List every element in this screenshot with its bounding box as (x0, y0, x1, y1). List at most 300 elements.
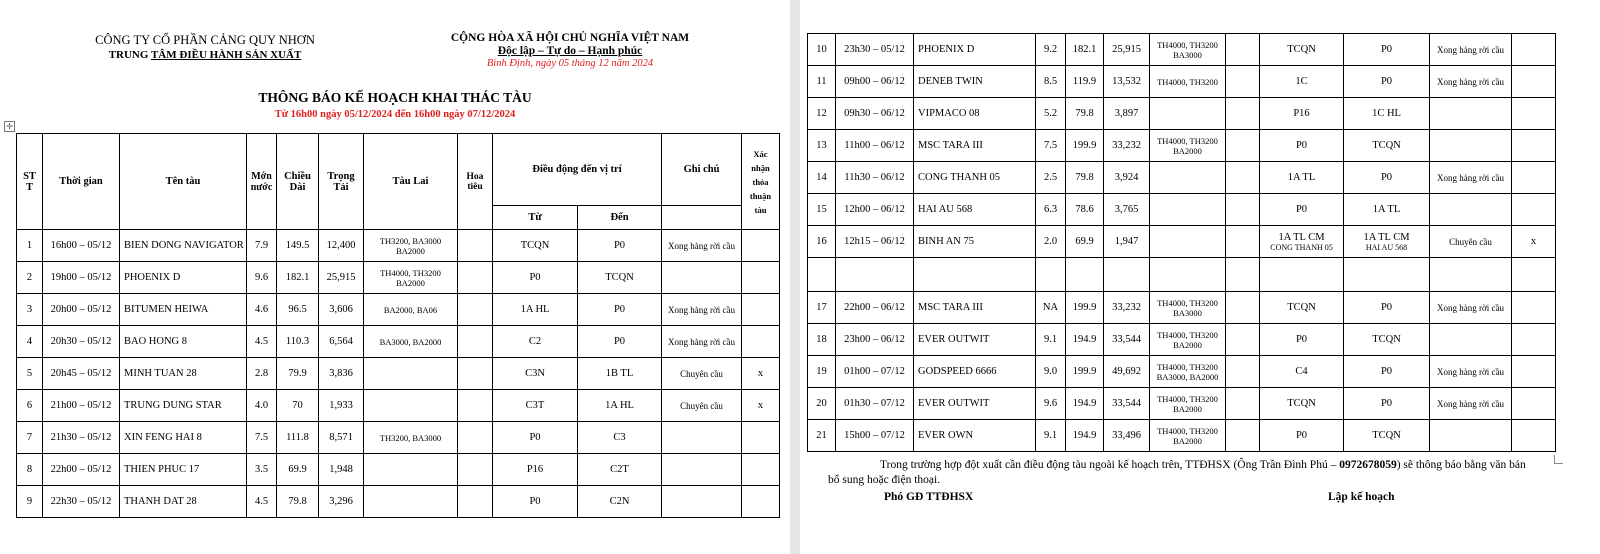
company-name: CÔNG TY CỔ PHẦN CẢNG QUY NHƠN (95, 33, 315, 47)
empty-cell (1430, 258, 1512, 292)
row-to: P0 (578, 230, 662, 262)
row-from: TCQN (1260, 34, 1344, 66)
row-draft: 3.5 (247, 454, 277, 486)
row-draft: 7.5 (1036, 130, 1066, 162)
row-confirm (1512, 356, 1556, 388)
row-tonnage: 13,532 (1104, 66, 1150, 98)
row-time: 20h30 – 05/12 (43, 326, 120, 358)
row-tonnage: 33,496 (1104, 420, 1150, 452)
table-row (17, 454, 780, 486)
row-tonnage: 33,232 (1104, 292, 1150, 324)
row-length: 194.9 (1066, 420, 1104, 452)
row-time: 09h00 – 06/12 (836, 66, 914, 98)
national-header (420, 32, 720, 69)
row-tug: BA2000, BA06 (364, 294, 458, 326)
row-stt: 16 (808, 226, 836, 258)
row-to: TCQN (1344, 420, 1430, 452)
row-pilot (458, 390, 493, 422)
row-draft: 2.0 (1036, 226, 1066, 258)
page-subtitle: Từ 16h00 ngày 05/12/2024 đến 16h00 ngày 07/12/2024 (274, 109, 516, 120)
row-pilot (1226, 98, 1260, 130)
row-stt: 10 (808, 34, 836, 66)
row-draft: 9.0 (1036, 356, 1066, 388)
national-motto: Độc lập – Tự do – Hạnh phúc (497, 45, 643, 57)
row-pilot (1226, 226, 1260, 258)
row-note (662, 454, 742, 486)
row-length: 78.6 (1066, 194, 1104, 226)
row-vessel-name: MSC TARA III (914, 130, 1036, 162)
table-row (808, 162, 1556, 194)
row-pilot (458, 326, 493, 358)
table-row (17, 326, 780, 358)
row-tonnage: 6,564 (319, 326, 364, 358)
row-stt: 7 (17, 422, 43, 454)
row-to: P0 (578, 326, 662, 358)
row-pilot (458, 422, 493, 454)
row-from: 1C (1260, 66, 1344, 98)
row-stt: 15 (808, 194, 836, 226)
footer-note: Trong trường hợp đột xuất cần điều động tàu ngoài kế hoạch trên, TTĐHSX (Ông Trần Đình Phú – 0972678059) sẽ thông báo bằng văn bản bổ sung hoặc điện thoại. (828, 459, 1526, 486)
table-row (17, 230, 780, 262)
row-tonnage: 3,296 (319, 486, 364, 518)
row-note: Xong hàng rời cầu (1430, 34, 1512, 66)
row-draft: 4.6 (247, 294, 277, 326)
row-stt: 17 (808, 292, 836, 324)
row-tug: TH4000, TH3200 BA2000 (364, 262, 458, 294)
row-pilot (1226, 292, 1260, 324)
row-time: 01h30 – 07/12 (836, 388, 914, 420)
row-time: 20h00 – 05/12 (43, 294, 120, 326)
row-tug: TH4000, TH3200 BA2000 (1150, 324, 1226, 356)
row-from: TCQN (1260, 388, 1344, 420)
table-row (808, 98, 1556, 130)
row-vessel-name: EVER OUTWIT (914, 324, 1036, 356)
row-tonnage: 1,948 (319, 454, 364, 486)
row-time: 23h00 – 06/12 (836, 324, 914, 356)
row-vessel-name: MSC TARA III (914, 292, 1036, 324)
row-to: 1B TL (578, 358, 662, 390)
row-stt: 3 (17, 294, 43, 326)
table-row (808, 66, 1556, 98)
row-confirm (1512, 162, 1556, 194)
row-draft: 7.5 (247, 422, 277, 454)
row-length: 111.8 (277, 422, 319, 454)
row-to: C3 (578, 422, 662, 454)
row-confirm: x (1512, 226, 1556, 258)
row-pilot (1226, 420, 1260, 452)
table-row (808, 388, 1556, 420)
signature-deputy-director: Phó GĐ TTĐHSX (884, 491, 974, 503)
row-note (662, 262, 742, 294)
row-from: TCQN (493, 230, 578, 262)
row-confirm (742, 422, 780, 454)
row-time: 11h00 – 06/12 (836, 130, 914, 162)
row-draft: 6.3 (1036, 194, 1066, 226)
table-row (808, 226, 1556, 258)
row-draft: NA (1036, 292, 1066, 324)
row-tug (1150, 98, 1226, 130)
empty-cell (1036, 258, 1066, 292)
row-to: P0 (1344, 34, 1430, 66)
row-from: P0 (493, 262, 578, 294)
row-vessel-name: PHOENIX D (914, 34, 1036, 66)
header-stt: ST T (17, 134, 43, 230)
row-confirm (742, 230, 780, 262)
table-row (808, 130, 1556, 162)
table-row (17, 294, 780, 326)
row-time: 12h00 – 06/12 (836, 194, 914, 226)
row-time: 22h00 – 05/12 (43, 454, 120, 486)
row-length: 199.9 (1066, 130, 1104, 162)
row-tonnage: 25,915 (319, 262, 364, 294)
table-row (808, 194, 1556, 226)
row-note: Chuyên cầu (662, 390, 742, 422)
row-pilot (458, 294, 493, 326)
row-tug: TH3200, BA3000 (364, 422, 458, 454)
department-name: TRUNG TÂM ĐIỀU HÀNH SẢN XUẤT (108, 49, 302, 61)
row-to: P0 (1344, 292, 1430, 324)
row-time: 22h30 – 05/12 (43, 486, 120, 518)
row-pilot (458, 230, 493, 262)
table-move-handle-icon[interactable]: ✛ (4, 121, 15, 132)
row-vessel-name: BINH AN 75 (914, 226, 1036, 258)
row-vessel-name: DENEB TWIN (914, 66, 1036, 98)
row-tug: TH4000, TH3200 BA3000 (1150, 292, 1226, 324)
row-draft: 4.5 (247, 486, 277, 518)
row-pilot (458, 486, 493, 518)
row-length: 79.8 (1066, 162, 1104, 194)
row-tug: TH4000, TH3200 BA2000 (1150, 130, 1226, 162)
row-pilot (1226, 130, 1260, 162)
row-vessel-name: CONG THANH 05 (914, 162, 1036, 194)
row-to: 1A TL (1344, 194, 1430, 226)
empty-cell (1150, 258, 1226, 292)
table-row (808, 420, 1556, 452)
row-length: 199.9 (1066, 292, 1104, 324)
contact-phone: 0972678059 (1339, 459, 1397, 471)
row-vessel-name: HAI AU 568 (914, 194, 1036, 226)
header-to: Đến (578, 206, 662, 230)
row-tug (364, 454, 458, 486)
row-pilot (1226, 356, 1260, 388)
table-row (17, 390, 780, 422)
row-confirm (1512, 388, 1556, 420)
table-row (808, 324, 1556, 356)
row-stt: 20 (808, 388, 836, 420)
row-from: P0 (1260, 194, 1344, 226)
row-confirm (1512, 420, 1556, 452)
row-stt: 12 (808, 98, 836, 130)
table-row (17, 358, 780, 390)
row-from: P0 (493, 422, 578, 454)
row-draft: 4.0 (247, 390, 277, 422)
row-draft: 2.5 (1036, 162, 1066, 194)
table-row (17, 262, 780, 294)
row-to: P0 (1344, 356, 1430, 388)
header-confirm: Xác nhận thỏa thuận tàu (742, 134, 780, 230)
row-vessel-name: BITUMEN HEIWA (120, 294, 247, 326)
row-confirm (742, 262, 780, 294)
row-to: P0 (1344, 388, 1430, 420)
row-to: 1C HL (1344, 98, 1430, 130)
row-from: 1A TL (1260, 162, 1344, 194)
row-stt: 18 (808, 324, 836, 356)
header-length: Chiều Dài (277, 134, 319, 230)
row-confirm (1512, 324, 1556, 356)
row-to: P0 (1344, 162, 1430, 194)
row-tug (1150, 162, 1226, 194)
row-from: P0 (1260, 420, 1344, 452)
row-note: Chuyên cầu (662, 358, 742, 390)
row-tonnage: 3,836 (319, 358, 364, 390)
row-tug (1150, 194, 1226, 226)
table-row (17, 486, 780, 518)
row-vessel-name: THANH DAT 28 (120, 486, 247, 518)
row-stt: 8 (17, 454, 43, 486)
row-tug: TH4000, TH3200 BA3000 (1150, 34, 1226, 66)
row-to: TCQN (1344, 324, 1430, 356)
row-pilot (1226, 34, 1260, 66)
row-pilot (1226, 324, 1260, 356)
header-tonnage: Trọng Tải (319, 134, 364, 230)
row-draft: 2.8 (247, 358, 277, 390)
row-note (1430, 130, 1512, 162)
row-length: 69.9 (277, 454, 319, 486)
row-time: 19h00 – 05/12 (43, 262, 120, 294)
table-row (808, 34, 1556, 66)
row-from: P0 (493, 486, 578, 518)
row-length: 79.8 (277, 486, 319, 518)
row-tug: BA3000, BA2000 (364, 326, 458, 358)
row-time: 21h30 – 05/12 (43, 422, 120, 454)
row-pilot (1226, 66, 1260, 98)
row-tonnage: 33,544 (1104, 388, 1150, 420)
row-confirm (1512, 66, 1556, 98)
row-note (1430, 420, 1512, 452)
row-stt: 21 (808, 420, 836, 452)
row-vessel-name: THIEN PHUC 17 (120, 454, 247, 486)
row-to: 1A TL CM HAI AU 568 (1344, 226, 1430, 258)
table-row (17, 422, 780, 454)
row-length: 199.9 (1066, 356, 1104, 388)
row-pilot (1226, 194, 1260, 226)
row-confirm (742, 294, 780, 326)
row-tonnage: 3,765 (1104, 194, 1150, 226)
row-from: P16 (493, 454, 578, 486)
page-title: THÔNG BÁO KẾ HOẠCH KHAI THÁC TÀU (258, 90, 532, 105)
row-time: 21h00 – 05/12 (43, 390, 120, 422)
row-note: Xong hàng rời cầu (1430, 356, 1512, 388)
table-spacer-row (808, 258, 1556, 292)
row-from: C3N (493, 358, 578, 390)
row-pilot (458, 454, 493, 486)
row-draft: 9.1 (1036, 324, 1066, 356)
row-tug: TH4000, TH3200 BA3000, BA2000 (1150, 356, 1226, 388)
empty-cell (1344, 258, 1430, 292)
document-page-1 (0, 0, 790, 554)
row-draft: 8.5 (1036, 66, 1066, 98)
row-from: P16 (1260, 98, 1344, 130)
row-note: Xong hàng rời cầu (1430, 162, 1512, 194)
row-to: C2T (578, 454, 662, 486)
empty-cell (1066, 258, 1104, 292)
row-vessel-name: VIPMACO 08 (914, 98, 1036, 130)
row-length: 182.1 (1066, 34, 1104, 66)
row-time: 22h00 – 06/12 (836, 292, 914, 324)
row-from: 1A HL (493, 294, 578, 326)
empty-cell (1512, 258, 1556, 292)
row-length: 79.8 (1066, 98, 1104, 130)
row-length: 79.9 (277, 358, 319, 390)
row-confirm: x (742, 390, 780, 422)
row-stt: 5 (17, 358, 43, 390)
row-stt: 13 (808, 130, 836, 162)
row-tug: TH3200, BA3000 BA2000 (364, 230, 458, 262)
row-to: P0 (578, 294, 662, 326)
row-tonnage: 49,692 (1104, 356, 1150, 388)
row-stt: 2 (17, 262, 43, 294)
nation-name: CỘNG HÒA XÃ HỘI CHỦ NGHĨA VIỆT NAM (450, 32, 690, 44)
row-stt: 19 (808, 356, 836, 388)
row-tonnage: 1,933 (319, 390, 364, 422)
row-draft: 9.6 (1036, 388, 1066, 420)
row-tug (364, 358, 458, 390)
row-confirm (1512, 194, 1556, 226)
header-tug: Tàu Lai (364, 134, 458, 230)
row-confirm (1512, 34, 1556, 66)
row-from: C3T (493, 390, 578, 422)
header-draft: Mớn nước (247, 134, 277, 230)
table-row (808, 356, 1556, 388)
row-vessel-name: EVER OUTWIT (914, 388, 1036, 420)
row-time: 16h00 – 05/12 (43, 230, 120, 262)
page-corner-mark (1554, 455, 1563, 464)
row-stt: 4 (17, 326, 43, 358)
row-note: Xong hàng rời cầu (662, 230, 742, 262)
header-move: Điều động đến vị trí (493, 134, 662, 206)
row-note: Xong hàng rời cầu (1430, 292, 1512, 324)
schedule-table-page-2 (807, 33, 1556, 452)
header-note-blank (662, 206, 742, 230)
row-tug: TH4000, TH3200 BA2000 (1150, 388, 1226, 420)
row-confirm (742, 326, 780, 358)
row-tonnage: 3,897 (1104, 98, 1150, 130)
row-pilot (458, 262, 493, 294)
row-tonnage: 8,571 (319, 422, 364, 454)
row-length: 96.5 (277, 294, 319, 326)
row-length: 70 (277, 390, 319, 422)
row-draft: 9.1 (1036, 420, 1066, 452)
row-vessel-name: BIEN DONG NAVIGATOR (120, 230, 247, 262)
row-time: 23h30 – 05/12 (836, 34, 914, 66)
row-tonnage: 1,947 (1104, 226, 1150, 258)
row-length: 182.1 (277, 262, 319, 294)
row-confirm (1512, 130, 1556, 162)
row-time: 01h00 – 07/12 (836, 356, 914, 388)
row-draft: 5.2 (1036, 98, 1066, 130)
row-note: Chuyên cầu (1430, 226, 1512, 258)
empty-cell (1226, 258, 1260, 292)
row-tonnage: 33,544 (1104, 324, 1150, 356)
company-header (40, 33, 370, 61)
row-confirm (1512, 98, 1556, 130)
row-vessel-name: GODSPEED 6666 (914, 356, 1036, 388)
row-note: Xong hàng rời cầu (662, 326, 742, 358)
schedule-table-page-1 (16, 133, 780, 518)
row-note (1430, 324, 1512, 356)
header-from: Từ (493, 206, 578, 230)
row-stt: 11 (808, 66, 836, 98)
row-note: Xong hàng rời cầu (662, 294, 742, 326)
row-from: 1A TL CM CONG THANH 05 (1260, 226, 1344, 258)
row-time: 11h30 – 06/12 (836, 162, 914, 194)
row-vessel-name: MINH TUAN 28 (120, 358, 247, 390)
row-draft: 9.6 (247, 262, 277, 294)
row-vessel-name: BAO HONG 8 (120, 326, 247, 358)
row-vessel-name: PHOENIX D (120, 262, 247, 294)
row-length: 119.9 (1066, 66, 1104, 98)
row-note: Xong hàng rời cầu (1430, 66, 1512, 98)
empty-cell (836, 258, 914, 292)
signature-planner: Lập kế hoạch (1328, 491, 1395, 503)
row-to: P0 (1344, 66, 1430, 98)
row-draft: 9.2 (1036, 34, 1066, 66)
row-tug (364, 486, 458, 518)
header-note: Ghi chú (662, 134, 742, 206)
row-length: 110.3 (277, 326, 319, 358)
row-stt: 14 (808, 162, 836, 194)
row-tonnage: 3,606 (319, 294, 364, 326)
row-length: 149.5 (277, 230, 319, 262)
row-to: C2N (578, 486, 662, 518)
empty-cell (1104, 258, 1150, 292)
header-pilot: Hoa tiêu (458, 134, 493, 230)
row-vessel-name: TRUNG DUNG STAR (120, 390, 247, 422)
empty-cell (914, 258, 1036, 292)
row-time: 20h45 – 05/12 (43, 358, 120, 390)
empty-cell (808, 258, 836, 292)
row-to: 1A HL (578, 390, 662, 422)
row-from: C2 (493, 326, 578, 358)
row-draft: 7.9 (247, 230, 277, 262)
empty-cell (1260, 258, 1344, 292)
row-draft: 4.5 (247, 326, 277, 358)
row-from: P0 (1260, 130, 1344, 162)
row-tonnage: 12,400 (319, 230, 364, 262)
header-vessel: Tên tàu (120, 134, 247, 230)
row-note (1430, 98, 1512, 130)
row-length: 194.9 (1066, 324, 1104, 356)
row-note: Xong hàng rời cầu (1430, 388, 1512, 420)
row-stt: 9 (17, 486, 43, 518)
row-length: 194.9 (1066, 388, 1104, 420)
row-note (1430, 194, 1512, 226)
document-page-2 (800, 0, 1600, 554)
table-row (808, 292, 1556, 324)
row-tonnage: 25,915 (1104, 34, 1150, 66)
row-from: C4 (1260, 356, 1344, 388)
row-tonnage: 3,924 (1104, 162, 1150, 194)
row-tug (364, 390, 458, 422)
row-confirm (742, 454, 780, 486)
row-pilot (458, 358, 493, 390)
row-time: 15h00 – 07/12 (836, 420, 914, 452)
header-time: Thời gian (43, 134, 120, 230)
row-to: TCQN (578, 262, 662, 294)
row-to: TCQN (1344, 130, 1430, 162)
row-time: 12h15 – 06/12 (836, 226, 914, 258)
row-length: 69.9 (1066, 226, 1104, 258)
